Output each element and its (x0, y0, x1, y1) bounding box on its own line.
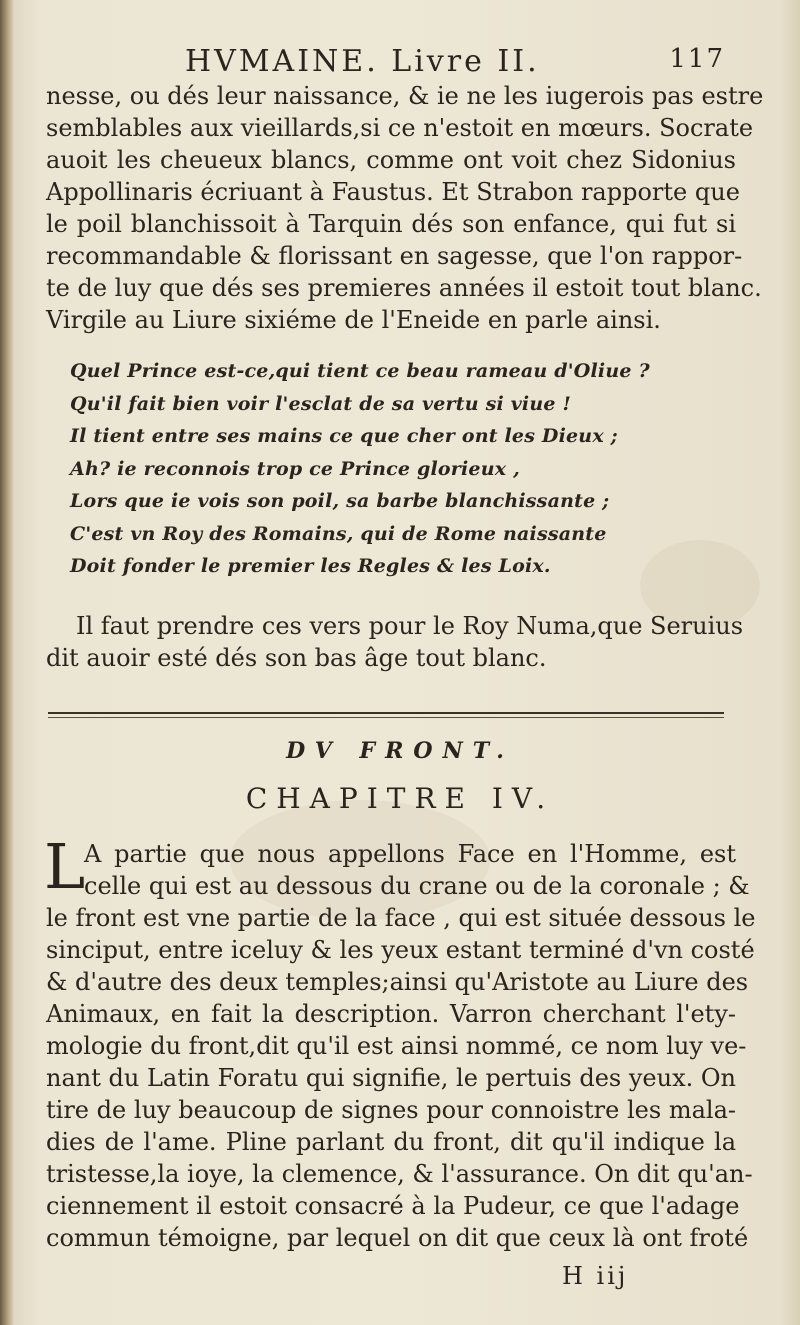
text-line: Appollinaris écriuant à Faustus. Et Strabon rapporte que (46, 178, 740, 206)
text-line: semblables aux vieillards,si ce n'estoit en mœurs. Socrate (46, 114, 754, 142)
paragraph-1 (46, 80, 764, 336)
text-line: nesse, ou dés leur naissance, & ie ne les iugerois pas estre (46, 82, 764, 110)
verse-quotation (70, 355, 670, 583)
paragraph-2 (46, 610, 744, 674)
text-line: recommandable & florissant en sagesse, que l'on rappor- (46, 242, 743, 270)
section-heading: DV FRONT. (286, 738, 514, 764)
text-line: tristesse,la ioye, la clemence, & l'assurance. On dit qu'an- (46, 1160, 753, 1188)
running-head (185, 44, 725, 79)
text-line: Virgile au Liure sixiéme de l'Eneide en parle ainsi. (46, 306, 661, 334)
verse-line: Ah? ie reconnois trop ce Prince glorieux , (70, 457, 520, 480)
verse-line: Lors que ie vois son poil, sa barbe blanchissante ; (70, 490, 610, 512)
text-line: le front est vne partie de la face , qui est située dessous le (46, 904, 756, 932)
text-line: auoit les cheueux blancs, comme ont voit chez Sidonius (46, 146, 736, 174)
verse-line: Il tient entre ses mains ce que cher ont les Dieux ; (70, 425, 618, 447)
drop-capital: L (44, 830, 86, 903)
catchword-signature: H iij (562, 1262, 629, 1290)
text-line: nant du Latin Foratu qui signifie, le pertuis des yeux. On (46, 1064, 736, 1092)
verse-line: Quel Prince est-ce,qui tient ce beau rameau d'Oliue ? (70, 360, 650, 382)
verse-line: C'est vn Roy des Romains, qui de Rome naissante (70, 522, 607, 545)
page-spine-shadow (0, 0, 14, 1325)
page-number: 117 (669, 44, 725, 74)
text-line: dies de l'ame. Pline parlant du front, dit qu'il indique la (46, 1128, 736, 1156)
chapter-heading: CHAPITRE IV. (245, 782, 555, 815)
text-line: dit auoir esté dés son bas âge tout blanc. (46, 644, 547, 672)
section-divider (48, 712, 724, 718)
text-line: Il faut prendre ces vers pour le Roy Numa,que Seruius (76, 612, 744, 640)
text-line: ciennement il estoit consacré à la Pudeur, ce que l'adage (46, 1192, 740, 1220)
text-line: celle qui est au dessous du crane ou de la coronale ; & (84, 872, 750, 900)
running-head-title: HVMAINE. Livre II. (185, 44, 540, 79)
text-line: te de luy que dés ses premieres années il estoit tout blanc. (46, 274, 762, 302)
text-line: commun témoigne, par lequel on dit que ceux là ont froté (46, 1224, 749, 1252)
text-line: & d'autre des deux temples;ainsi qu'Aristote au Liure des (46, 968, 749, 996)
text-line: le poil blanchissoit à Tarquin dés son enfance, qui fut si (46, 210, 736, 238)
verse-line: Qu'il fait bien voir l'esclat de sa vertu si viue ! (70, 392, 572, 415)
text-line: sinciput, entre iceluy & les yeux estant terminé d'vn costé (46, 936, 755, 964)
text-line: tire de luy beaucoup de signes pour connoistre les mala- (46, 1096, 736, 1124)
paragraph-3 (44, 830, 756, 1254)
verse-line: Doit fonder le premier les Regles & les Loix. (70, 555, 551, 577)
text-line: mologie du front,dit qu'il est ainsi nommé, ce nom luy ve- (46, 1032, 747, 1060)
text-line: A partie que nous appellons Face en l'Homme, est (84, 840, 736, 868)
text-line: Animaux, en fait la description. Varron cherchant l'ety- (46, 1000, 736, 1028)
